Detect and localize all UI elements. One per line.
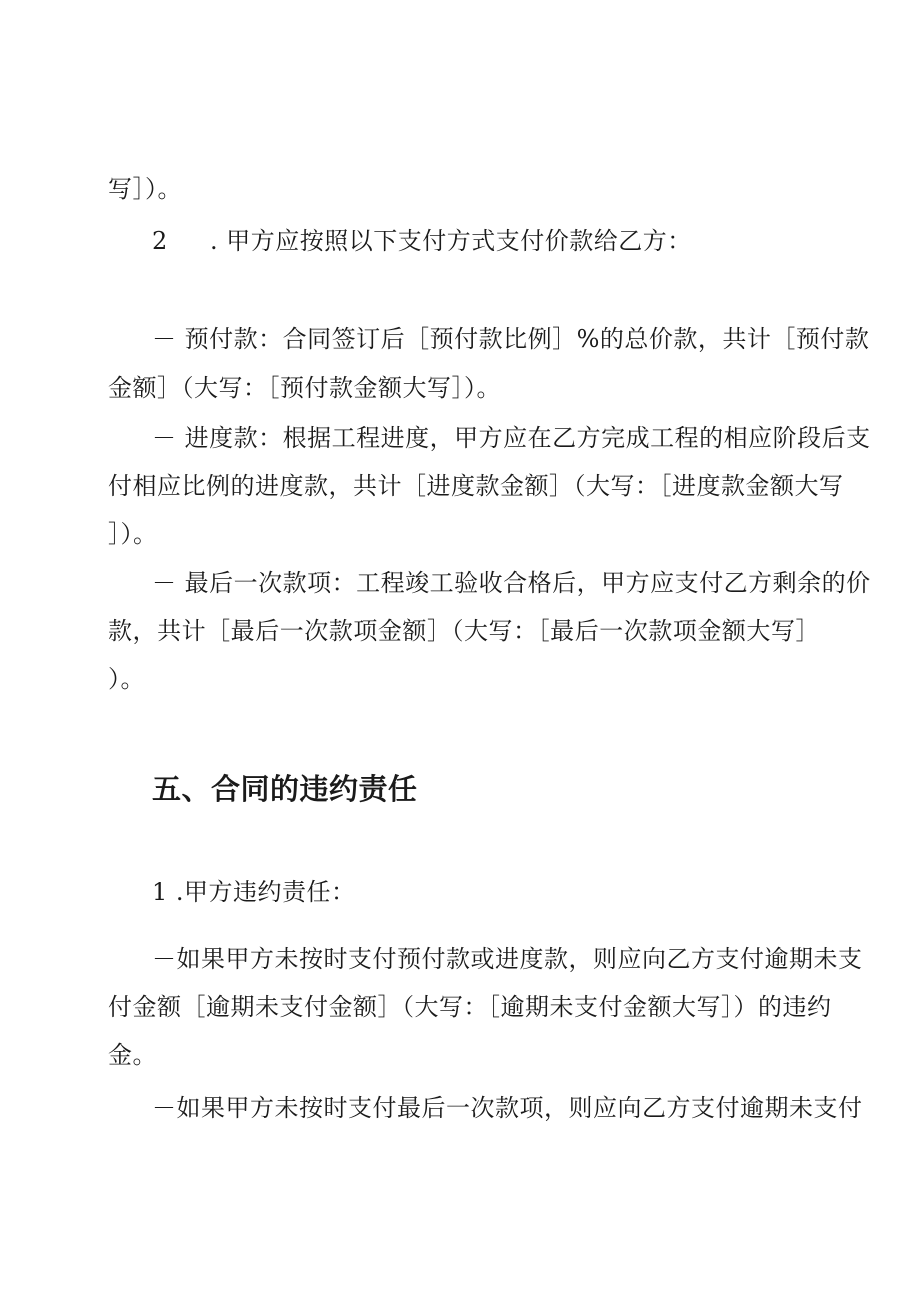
text-line: 金额］（大写：［预付款金额大写］）。 bbox=[108, 374, 501, 402]
item-text: . 甲方应按照以下支付方式支付价款给乙方： bbox=[210, 227, 692, 255]
text-line: 金。 bbox=[108, 1041, 157, 1069]
numbered-item bbox=[152, 226, 864, 256]
text-line: － 最后一次款项：工程竣工验收合格后，甲方应支付乙方剩余的价 bbox=[152, 569, 871, 597]
text-line: 款，共计［最后一次款项金额］（大写：［最后一次款项金额大写］ bbox=[108, 617, 820, 645]
text-line: －如果甲方未按时支付最后一次款项，则应向乙方支付逾期未支付 bbox=[152, 1094, 863, 1122]
text-line: 付金额［逾期未支付金额］（大写：［逾期未支付金额大写］）的违约 bbox=[108, 993, 832, 1021]
text-line: －如果甲方未按时支付预付款或进度款，则应向乙方支付逾期未支 bbox=[152, 945, 863, 973]
section-heading: 五、合同的违约责任 bbox=[152, 772, 418, 806]
text-line: － 预付款：合同签订后［预付款比例］%的总价款，共计［预付款 bbox=[152, 325, 870, 353]
text-line: － 进度款：根据工程进度，甲方应在乙方完成工程的相应阶段后支 bbox=[152, 424, 871, 452]
text-line: ］）。 bbox=[108, 520, 158, 548]
text-line: ）。 bbox=[108, 665, 145, 693]
item-number: 2 bbox=[152, 227, 168, 255]
text-line: 1 .甲方违约责任： bbox=[152, 878, 356, 906]
text-line: 写］）。 bbox=[108, 175, 182, 203]
text-line: 付相应比例的进度款，共计［进度款金额］（大写：［进度款金额大写 bbox=[108, 472, 844, 500]
